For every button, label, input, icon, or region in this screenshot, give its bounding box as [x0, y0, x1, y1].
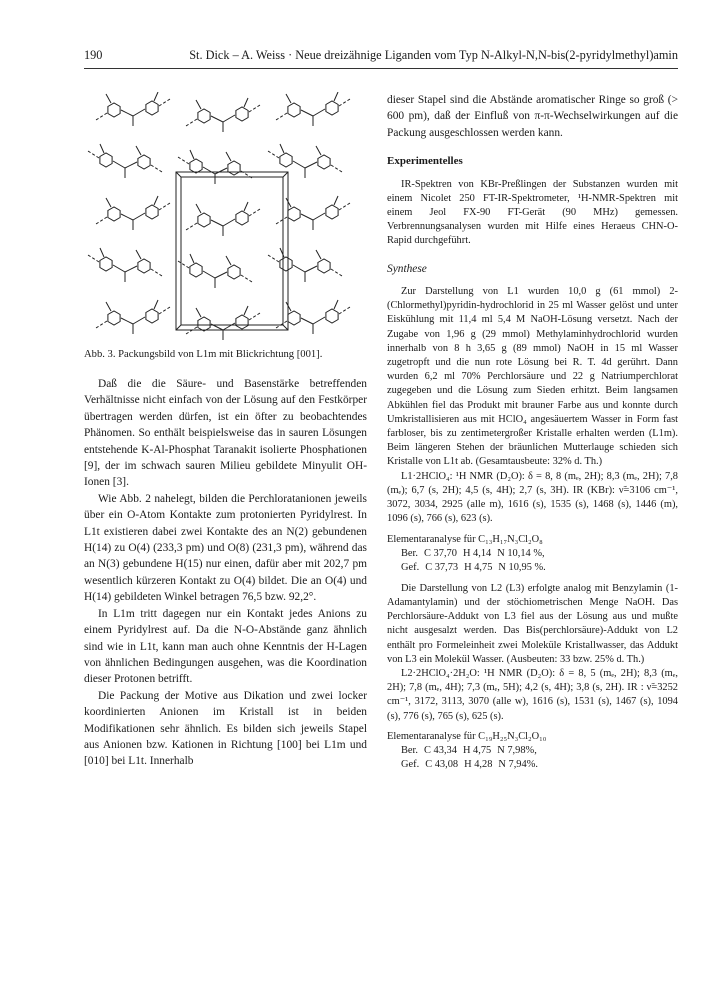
ea-value: H 4,75 [464, 562, 493, 574]
ea-value: N 7,94%. [498, 759, 538, 771]
ea-label: Ber. [401, 547, 419, 559]
ea-label: Ber. [401, 744, 419, 756]
molecule-motif [178, 254, 252, 288]
nmr-data: L2·2HClO₄·2H₂O: ¹H NMR (D₂O): δ = 8, 5 (mₑ, 2H); 8,3 (mₑ, 2H); 7,8 (mₑ, 4H); 7,3 (mₑ, 5H); 4,2 (s, 4H); 3,8 (s, 2H). IR : ν̃=3252 cm⁻¹, 3172, 3113, 3070 (alle w), 1616 (s), 1531 (s), 1467 (s), 1094 (s), 776 (s), 765 (s), 625 (s). [387, 667, 678, 722]
ea-value: C 37,73 [425, 562, 459, 574]
paragraph: Die Darstellung von L2 (L3) erfolgte analog mit Benzylamin (1-Adamantylamin) und der stöchiometrischen Menge NaOH. Das Perchlorsäure-Addukt von L3 fiel aus der Lösung aus und mußte nicht ausgesalzt werden. Das Bis(perchlorsäure)-Addukt von L2 enthält pro Formeleinheit zwei Moleküle Kristallwasser, das Addukt von L3 ein Molekül Wasser. (Ausbeuten: 33 bzw. 25% d. Th.) [387, 582, 678, 665]
ea-value: C 37,70 [424, 547, 457, 559]
paragraph: Die Packung der Motive aus Dikation und zwei locker koordinierten Anionen im Kristall ist in beiden Modifikationen sehr ähnlich. Es bilden sich jeweils Stapel aus Anionen bzw. Kationen in Richtung [100] bei L1m und [010] bei L1t. Innerhalb [84, 689, 367, 768]
section-title: Experimentelles [387, 155, 463, 168]
subsection-title: Synthese [387, 262, 427, 275]
left-column [84, 92, 367, 770]
elemental-analysis-calculated [401, 744, 678, 759]
paragraph: In L1m tritt dagegen nur ein Kontakt jedes Anions zu einem Pyridylrest auf. Da die N-O-Abstände ganz ähnlich sind wie in L1t, kann man auch ohne Kenntnis der H-Lagen von ähnlichen Bedingungen ausgehen, was die Koordination dieser Protonen betrifft. [84, 607, 367, 686]
ea-value: N 7,98%, [497, 744, 537, 756]
molecule-motif [96, 300, 170, 334]
paragraph: IR-Spektren von KBr-Preßlingen der Substanzen wurden mit einem Nicolet 250 FT-IR-Spektrometer, ¹H-NMR-Spektren mit einem Jeol FX-90 FT-Gerät (90 MHz) gemessen. Verbrennungsanalysen wurden mit Hilfe eines Heraeus CHN-O-Rapid durchgeführt. [387, 178, 678, 247]
ea-value: H 4,75 [462, 744, 492, 756]
molecule-motif [268, 144, 342, 178]
molecule-motif [186, 306, 260, 340]
ea-label: Gef. [401, 759, 420, 771]
ea-value: H 4,14 [462, 547, 492, 559]
molecule-motif [276, 196, 350, 230]
molecule-motif [88, 248, 162, 282]
paragraph: Wie Abb. 2 nahelegt, bilden die Perchloratanionen jeweils über ein O-Atom Kontakte zum protonierten Pyridylrest. In L1t existieren dabei zwei Kontakte des an N(2) gebundenen H(14) zu O(4) (233,3 pm) und O(8) (231,3 pm), während das an N(3) gebundene H(15) nur einen, dafür aber mit 202,7 pm wesentlich kürzeren Kontakt zu O(4) bildet. Die an O(4) und H(14) gebildeten Winkel betragen 76,5 bzw. 92,2°. [84, 492, 367, 604]
page-number: 190 [84, 48, 103, 62]
running-header [84, 46, 678, 69]
molecule-motif [88, 144, 162, 178]
paragraph: Daß die die Säure- und Basenstärke betreffenden Verhältnisse nicht einfach von der Lösung auf den Festkörper übertragen werden dürfen, ist ein öfter zu beobachtendes Phänomen. So enthält beispielsweise das in sauren Lösungen entstehende K-Al-Phosphat Taranakit isolierte Phosphationen [9], der im schwach sauren Milieu gebildete Minyulit OH-Ionen [3]. [84, 378, 367, 489]
running-title: St. Dick – A. Weiss · Neue dreizähnige Liganden vom Typ N-Alkyl-N,N-bis(2-pyridylmethyl)amin [189, 48, 678, 62]
molecule-motif [178, 150, 252, 184]
molecule-motifs [88, 92, 350, 340]
molecule-motif [186, 202, 260, 236]
elemental-analysis-found [401, 561, 678, 576]
ea-value: N 10,14 %, [497, 547, 545, 559]
molecule-motif [276, 92, 350, 126]
packing-figure [84, 92, 367, 342]
elemental-analysis-title: Elementaranalyse für C₁₃H₁₇N₃Cl₂O₈ [387, 533, 543, 545]
nmr-data: L1·2HClO₄: ¹H NMR (D₂O): δ = 8, 8 (mₑ, 2H); 8,3 (mₑ, 2H); 7,8 (mₑ); 6,7 (s, 2H); 4,5 (s, 4H); 2,7 (s, 3H). IR (KBr): ν̃=3106 cm⁻¹, 3072, 3034, 2925 (alle m), 1616 (s), 1535 (s), 1468 (s), 1446 (m), 1096 (s), 766 (s), 623 (s). [387, 470, 678, 525]
ea-value: C 43,08 [425, 759, 459, 771]
molecule-motif [186, 98, 260, 132]
paragraph: dieser Stapel sind die Abstände aromatischer Ringe so groß (> 600 pm), daß der Einfluß von π-π-Wechselwirkungen auf die Packung ausgeschlossen werden kann. [387, 94, 678, 139]
ea-value: C 43,34 [424, 744, 457, 756]
paragraph: Zur Darstellung von L1 wurden 10,0 g (61 mmol) 2-(Chlormethyl)pyridin-hydrochlorid in 25 ml Wasser gelöst und unter Eiskühlung mit 11,4 ml 5,4 M NaOH-Lösung versetzt. Nach der Zugabe von 1,96 g (29 mmol) Methylaminhydrochlorid wurden innerhalb von 8 h 3,65 g (89 mmol) NaOH in 15 ml Wasser zugetropft und die nun rote Lösung bei R. T. 4d gerührt. Dann wurden 6,2 ml 70% Perchlorsäure und 22 g Natriumperchlorat zugegeben und die Lösung zum Sieden erhitzt. Beim langsamen Abkühlen fiel das Produkt mit brauner Farbe aus und konnte durch Umkristallisieren aus mit HClO₄ angesäuertem Wasser in Form fast farbloser, bis zu zentimetergroßer Kristalle erhalten werden (L1m). Beim längeren Stehen der bräunlichen Mutterlauge schieden sich Kristalle von L1t ab. (Gesamtausbeute: 32% d. Th.) [387, 286, 678, 468]
figure-caption: Abb. 3. Packungsbild von L1m mit Blickrichtung [001]. [84, 349, 323, 360]
molecule-motif [268, 248, 342, 282]
molecule-motif [96, 92, 170, 126]
right-column [387, 92, 678, 773]
ea-value: N 10,95 %. [498, 562, 546, 574]
elemental-analysis-title: Elementaranalyse für C₁₉H₂₅N₃Cl₂O₁₀ [387, 730, 547, 742]
elemental-analysis-found [401, 758, 678, 773]
ea-value: H 4,28 [464, 759, 493, 771]
ea-label: Gef. [401, 562, 420, 574]
molecule-motif [96, 196, 170, 230]
elemental-analysis-calculated [401, 547, 678, 562]
unit-cell [176, 172, 288, 330]
